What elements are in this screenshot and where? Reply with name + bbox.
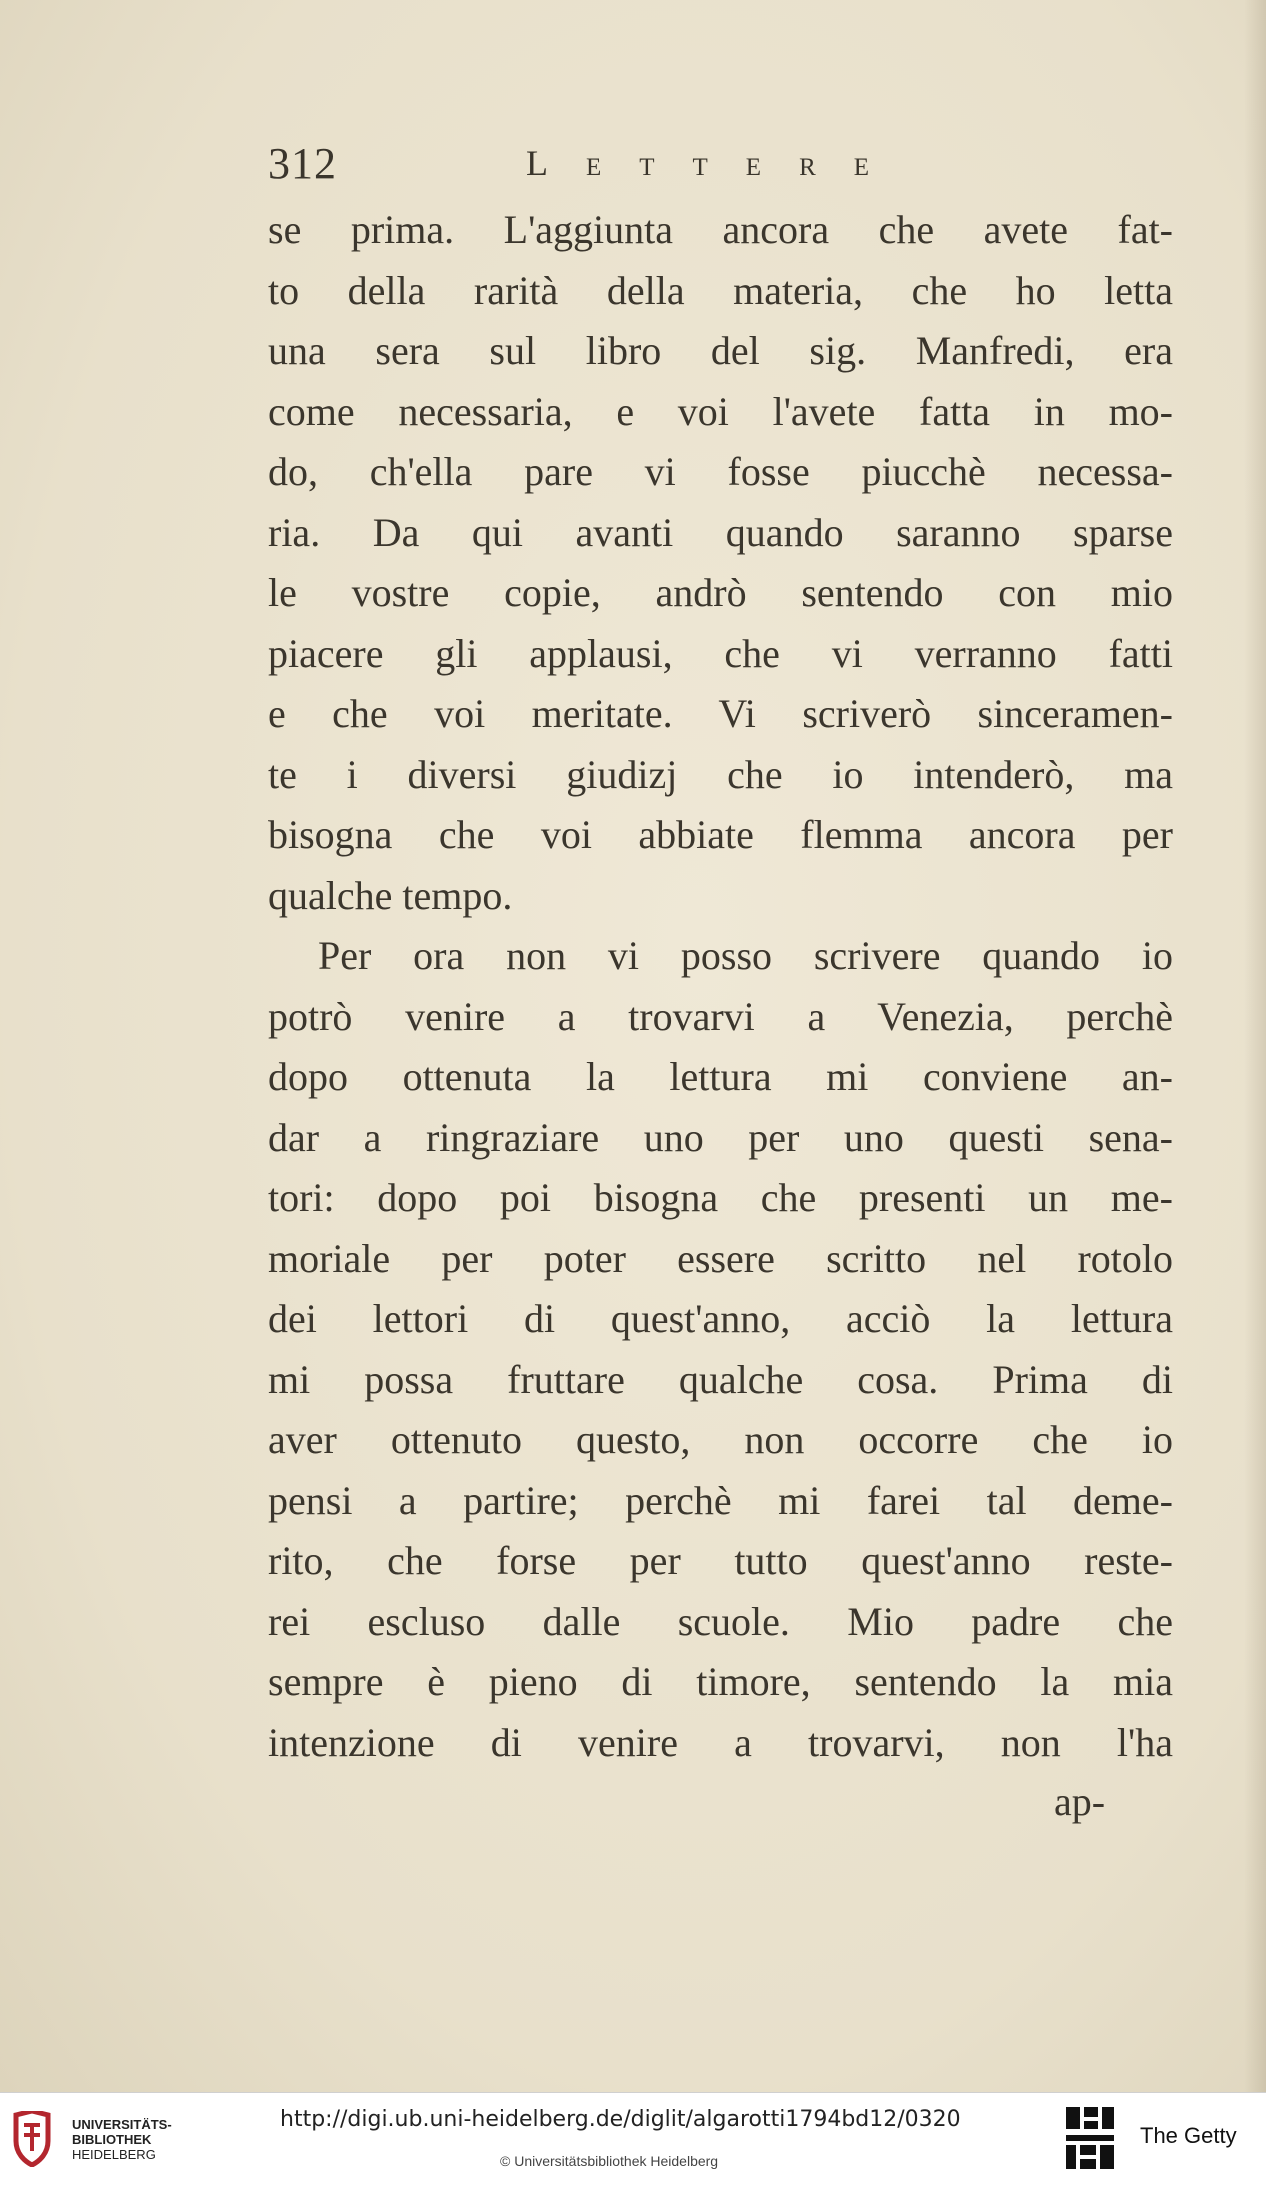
partner-name: The Getty <box>1140 2123 1237 2148</box>
text-line: rei escluso dalle scuole. Mio padre che <box>268 1598 1173 1644</box>
running-title: Lettere <box>526 143 908 183</box>
text-line: sempre è pieno di timore, sentendo la mia <box>268 1659 1173 1704</box>
getty-logo-icon[interactable] <box>1064 2105 1116 2171</box>
library-name <box>72 2117 182 2162</box>
text-line: le vostre copie, andrò sentendo con mio <box>268 570 1173 615</box>
text-line: tori: dopo poi bisogna che presenti un me- <box>268 1175 1173 1220</box>
text-line: una sera sul libro del sig. Manfredi, era <box>268 328 1173 373</box>
viewer-footer <box>0 2092 1266 2185</box>
library-name-line: BIBLIOTHEK <box>72 2132 152 2147</box>
catchword: ap- <box>1054 1779 1106 1824</box>
text-line: qualche tempo. <box>268 872 513 918</box>
text-line: mi possa fruttare qualche cosa. Prima di <box>268 1356 1173 1402</box>
text-line: do, ch'ella pare vi fosse piucchè necessa- <box>268 449 1173 494</box>
library-emblem-icon <box>10 2111 54 2167</box>
copyright-notice: © Universitätsbibliothek Heidelberg <box>500 2153 719 2169</box>
library-logo[interactable] <box>10 2107 185 2171</box>
library-name-line: HEIDELBERG <box>72 2147 156 2162</box>
text-line: rito, che forse per tutto quest'anno reste- <box>268 1538 1173 1583</box>
text-line: e che voi meritate. Vi scriverò sinceramen- <box>268 691 1173 736</box>
text-line: pensi a partire; perchè mi farei tal deme- <box>268 1477 1173 1523</box>
permalink-url[interactable]: http://digi.ub.uni-heidelberg.de/diglit/algarotti1794bd12/0320 <box>280 2107 961 2132</box>
text-line: dei lettori di quest'anno, acciò la lettura <box>268 1296 1173 1341</box>
text-line: ria. Da qui avanti quando saranno sparse <box>268 509 1173 555</box>
text-line: dar a ringraziare uno per uno questi sena- <box>268 1114 1173 1160</box>
text-line: moriale per poter essere scritto nel rotolo <box>268 1235 1173 1281</box>
text-line: intenzione di venire a trovarvi, non l'ha <box>268 1719 1173 1765</box>
text-line: bisogna che voi abbiate flemma ancora per <box>268 812 1173 857</box>
page-edge-shadow <box>1244 0 1266 2092</box>
text-line: piacere gli applausi, che vi verranno fatti <box>268 630 1173 676</box>
text-line: se prima. L'aggiunta ancora che avete fat- <box>268 207 1173 252</box>
text-line: to della rarità della materia, che ho letta <box>268 267 1173 313</box>
text-line: te i diversi giudizj che io intenderò, ma <box>268 751 1173 797</box>
page-header <box>268 138 1168 198</box>
text-line: come necessaria, e voi l'avete fatta in mo- <box>268 388 1173 434</box>
body-text <box>268 200 1173 1773</box>
page-number: 312 <box>268 139 337 188</box>
text-line: aver ottenuto questo, non occorre che io <box>268 1417 1173 1462</box>
text-line: potrò venire a trovarvi a Venezia, perchè <box>268 993 1173 1039</box>
library-name-line: UNIVERSITÄTS- <box>72 2117 172 2132</box>
text-line-paragraph-start: Per ora non vi posso scrivere quando io <box>318 933 1173 978</box>
text-line: dopo ottenuta la lettura mi conviene an- <box>268 1054 1173 1099</box>
